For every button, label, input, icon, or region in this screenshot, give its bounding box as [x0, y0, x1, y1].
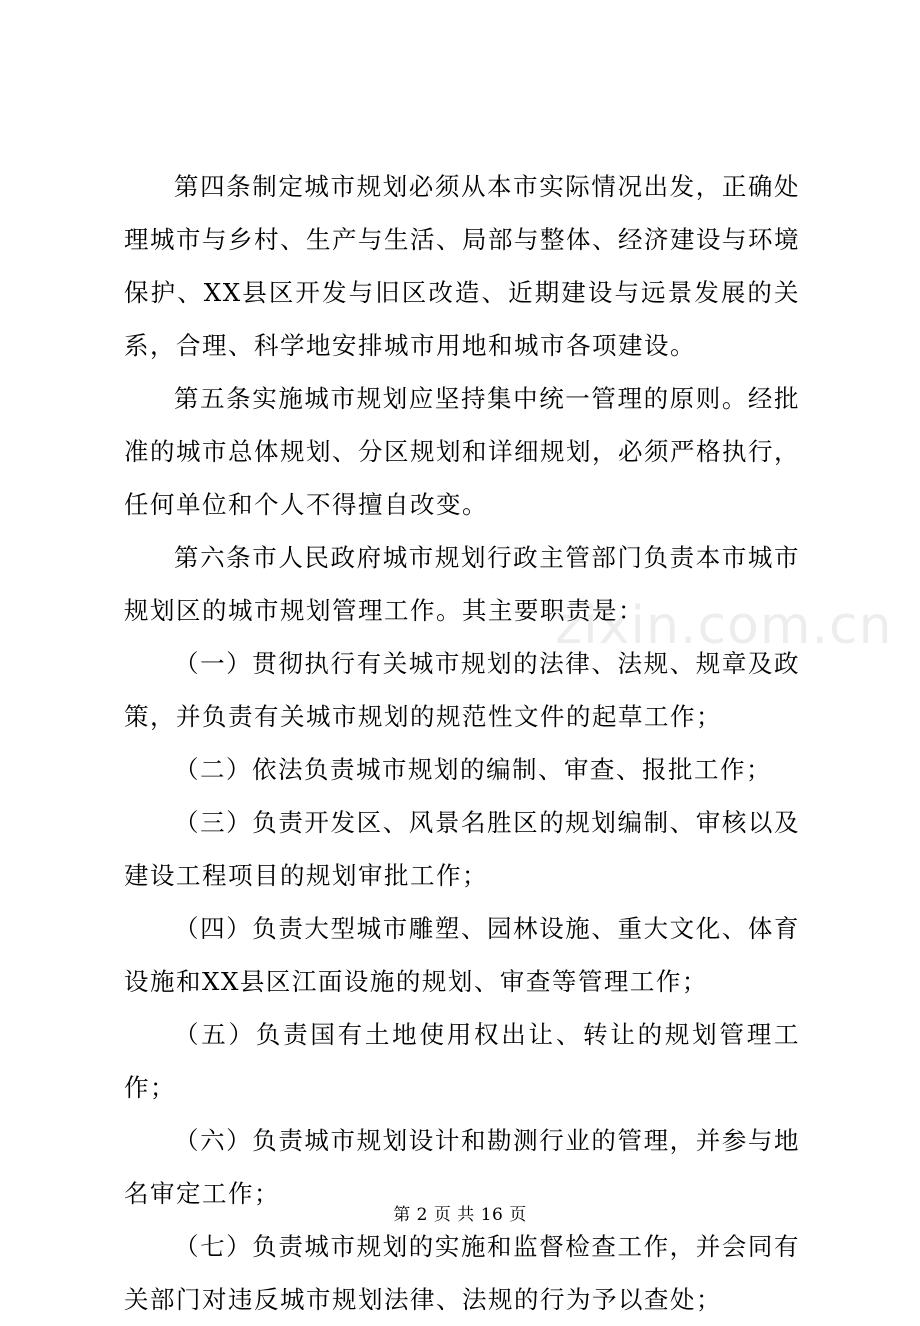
- paragraph-article-5: 第五条实施城市规划应坚持集中统一管理的原则。经批准的城市总体规划、分区规划和详细规划，必须严格执行，任何单位和个人不得擅自改变。: [124, 384, 800, 519]
- watermark: zixin.com.cn: [555, 596, 893, 656]
- document-body: [124, 160, 800, 1326]
- paragraph-item-6: （六）负责城市规划设计和勘测行业的管理，并参与地名审定工作；: [124, 1126, 800, 1208]
- paragraph-item-5: （五）负责国有土地使用权出让、转让的规划管理工作；: [124, 1020, 800, 1102]
- paragraph-item-7: （七）负责城市规划的实施和监督检查工作，并会同有关部门对违反城市规划法律、法规的行为予以查处；: [124, 1232, 800, 1314]
- paragraph-article-4: 第四条制定城市规划必须从本市实际情况出发，正确处理城市与乡村、生产与生活、局部与整体、经济建设与环境保护、XX县区开发与旧区改造、近期建设与远景发展的关系，合理、科学地安排城市用地和城市各项建设。: [124, 172, 800, 360]
- paragraph-item-3: （三）负责开发区、风景名胜区的规划编制、审核以及建设工程项目的规划审批工作；: [124, 808, 800, 890]
- paragraph-item-2: （二）依法负责城市规划的编制、审查、报批工作；: [174, 755, 772, 784]
- page-number-footer: 第 2 页 共 16 页: [393, 1205, 527, 1225]
- paragraph-article-6: 第六条市人民政府城市规划行政主管部门负责本市城市规划区的城市规划管理工作。其主要职责是：: [124, 543, 800, 625]
- paragraph-item-4: （四）负责大型城市雕塑、园林设施、重大文化、体育设施和XX县区江面设施的规划、审查等管理工作；: [124, 914, 800, 996]
- paragraph-item-1: （一）贯彻执行有关城市规划的法律、法规、规章及政策，并负责有关城市规划的规范性文件的起草工作；: [124, 649, 800, 731]
